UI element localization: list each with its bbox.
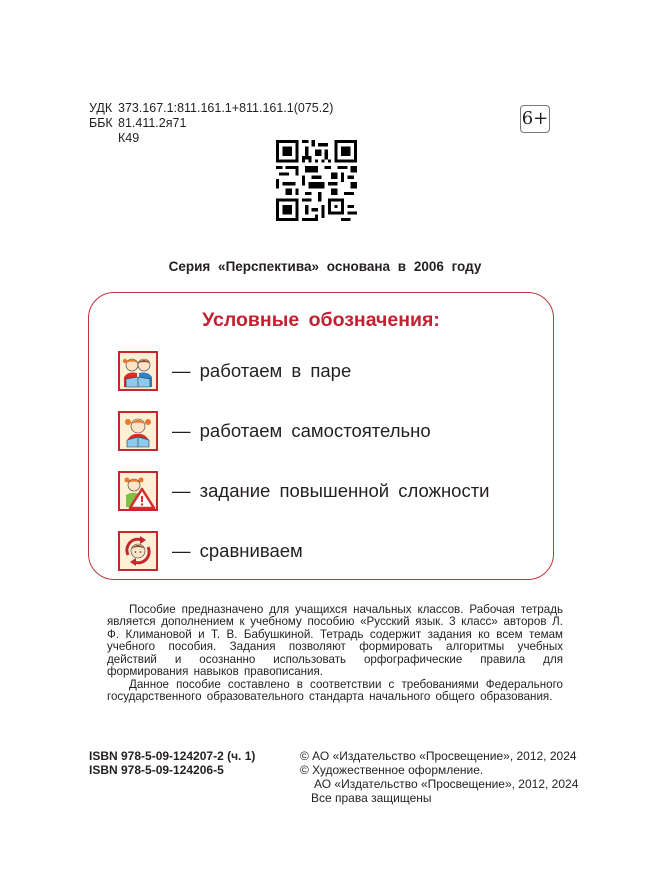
compare-icon (118, 531, 158, 571)
isbn-line-1: ISBN 978-5-09-124207-2 (ч. 1) (89, 749, 256, 763)
age-rating-badge: 6+ (520, 105, 550, 133)
independent-work-icon (118, 411, 158, 451)
udk-value: 373.167.1:811.161.1+811.161.1(075.2) (118, 101, 334, 115)
copyright-line-2: © Художественное оформление. (300, 763, 484, 777)
legend-title: Условные обозначения: (202, 309, 440, 331)
copyright-line-3: АО «Издательство «Просвещение», 2012, 2024 (314, 777, 579, 791)
udk-label: УДК (89, 101, 113, 115)
legend-item-pair-work (118, 346, 351, 396)
bbk-value: 81.411.2я71 (118, 116, 187, 130)
legend-item-independent-work (118, 406, 431, 456)
series-line: Серия «Перспектива» основана в 2006 году (168, 259, 482, 274)
copyright-block (300, 749, 578, 805)
pair-work-icon (118, 351, 158, 391)
description-paragraph-2: Данное пособие составлено в соответствии с требованиями Федерального государственного образовательного стандарта начального общего образования. (107, 678, 563, 704)
legend-item-difficult-task (118, 466, 490, 516)
qr-code-icon[interactable] (276, 140, 357, 221)
copyright-line-1: © АО «Издательство «Просвещение», 2012, 2024 (300, 749, 577, 763)
isbn-line-2: ISBN 978-5-09-124206-5 (89, 763, 224, 777)
legend-item-text: — сравниваем (172, 540, 303, 561)
copyright-line-4: Все права защищены (311, 791, 432, 805)
legend-item-compare (118, 526, 303, 576)
bbk-label: ББК (89, 116, 113, 130)
description-paragraph-1: Пособие предназначено для учащихся начальных классов. Рабочая тетрадь является дополнением к учебному пособию «Русский язык. 3 класс» авторов Л. Ф. Климановой и Т. В. Бабушкиной. Тетрадь содержит задания ко всем темам учебного пособия. Задания позволяют формировать алгоритмы учебных действий и осознанно использовать орфографические правила для формирования навыков правописания. (107, 603, 563, 679)
author-mark: К49 (118, 131, 140, 145)
isbn-block (89, 749, 255, 777)
legend-item-text: — работаем в паре (172, 360, 352, 381)
difficult-task-icon (118, 471, 158, 511)
legend-item-text: — работаем самостоятельно (172, 420, 431, 441)
legend-item-text: — задание повышенной сложности (172, 480, 490, 501)
